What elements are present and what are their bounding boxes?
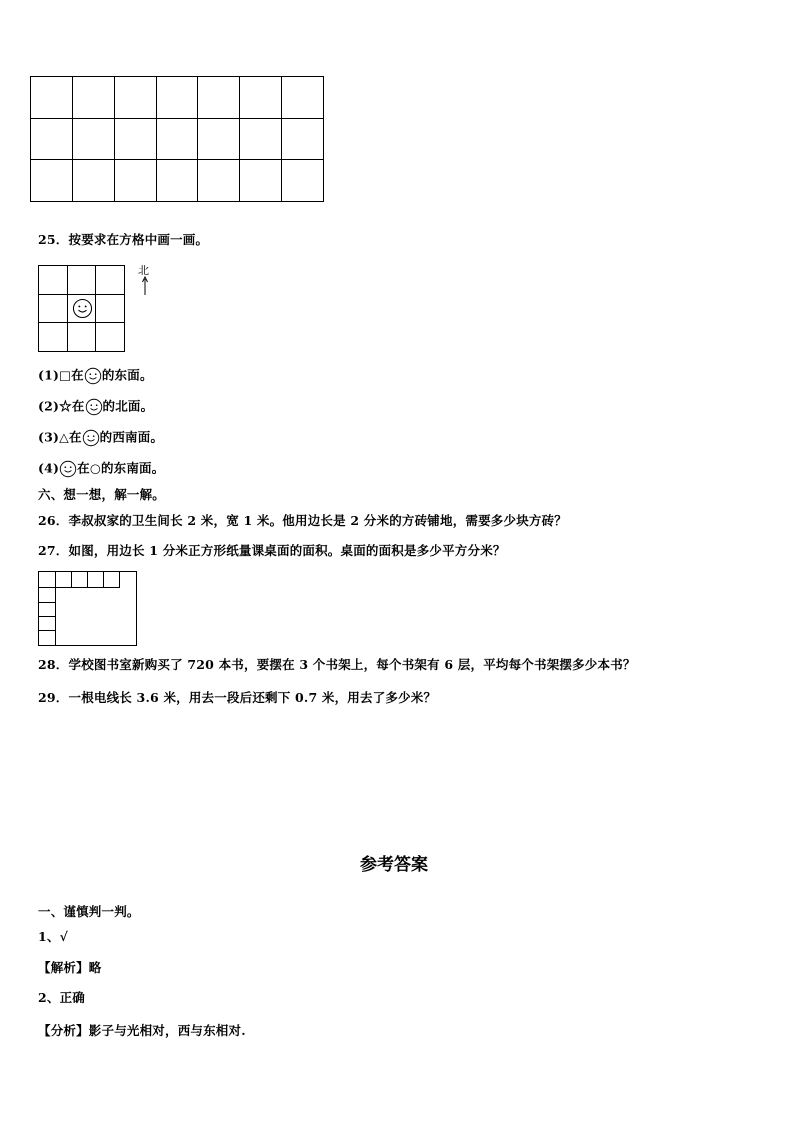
answers-title: 参考答案: [360, 855, 428, 875]
desk-measure-grid: [38, 571, 137, 646]
q25-item-4: (4) 在○的东南面。: [38, 460, 164, 478]
question-26: 26．李叔叔家的卫生间长 2 米，宽 1 米。他用边长是 2 分米的方砖铺地，需要多少块方砖？: [38, 513, 567, 528]
question-29: 29．一根电线长 3.6 米，用去一段后还剩下 0.7 米，用去了多少米？: [38, 690, 437, 705]
smiley-icon: [59, 460, 77, 478]
q25-item-2: (2)☆在 的北面。: [38, 398, 153, 416]
question-28: 28．学校图书室新购买了 720 本书，要摆在 3 个书架上，每个书架有 6 层，平均每个书架摆多少本书？: [38, 657, 636, 672]
north-arrow-icon: [141, 276, 149, 296]
answers-section-1: 一、谨慎判一判。: [38, 904, 140, 919]
section-6-heading: 六、想一想，解一解。: [38, 487, 166, 502]
smiley-icon: [85, 398, 103, 416]
direction-grid-3x3: [38, 265, 125, 352]
north-label: 北: [138, 264, 149, 277]
question-27: 27．如图，用边长 1 分米正方形纸量课桌面的面积。桌面的面积是多少平方分米？: [38, 543, 506, 558]
question-25: 25．按要求在方格中画一画。: [38, 232, 209, 247]
blank-grid-7x3: [30, 76, 324, 202]
smiley-icon: [82, 429, 100, 447]
q25-item-3: (3)△在 的西南面。: [38, 429, 163, 447]
smiley-icon: [84, 367, 102, 385]
answer-2-note: 【分析】影子与光相对，西与东相对.: [38, 1023, 246, 1038]
smiley-icon: [68, 295, 97, 324]
answer-1: 1、√: [38, 929, 69, 944]
answer-2: 2、正确: [38, 990, 85, 1005]
answer-1-note: 【解析】略: [38, 960, 102, 975]
q25-item-1: (1)□在 的东面。: [38, 367, 153, 385]
